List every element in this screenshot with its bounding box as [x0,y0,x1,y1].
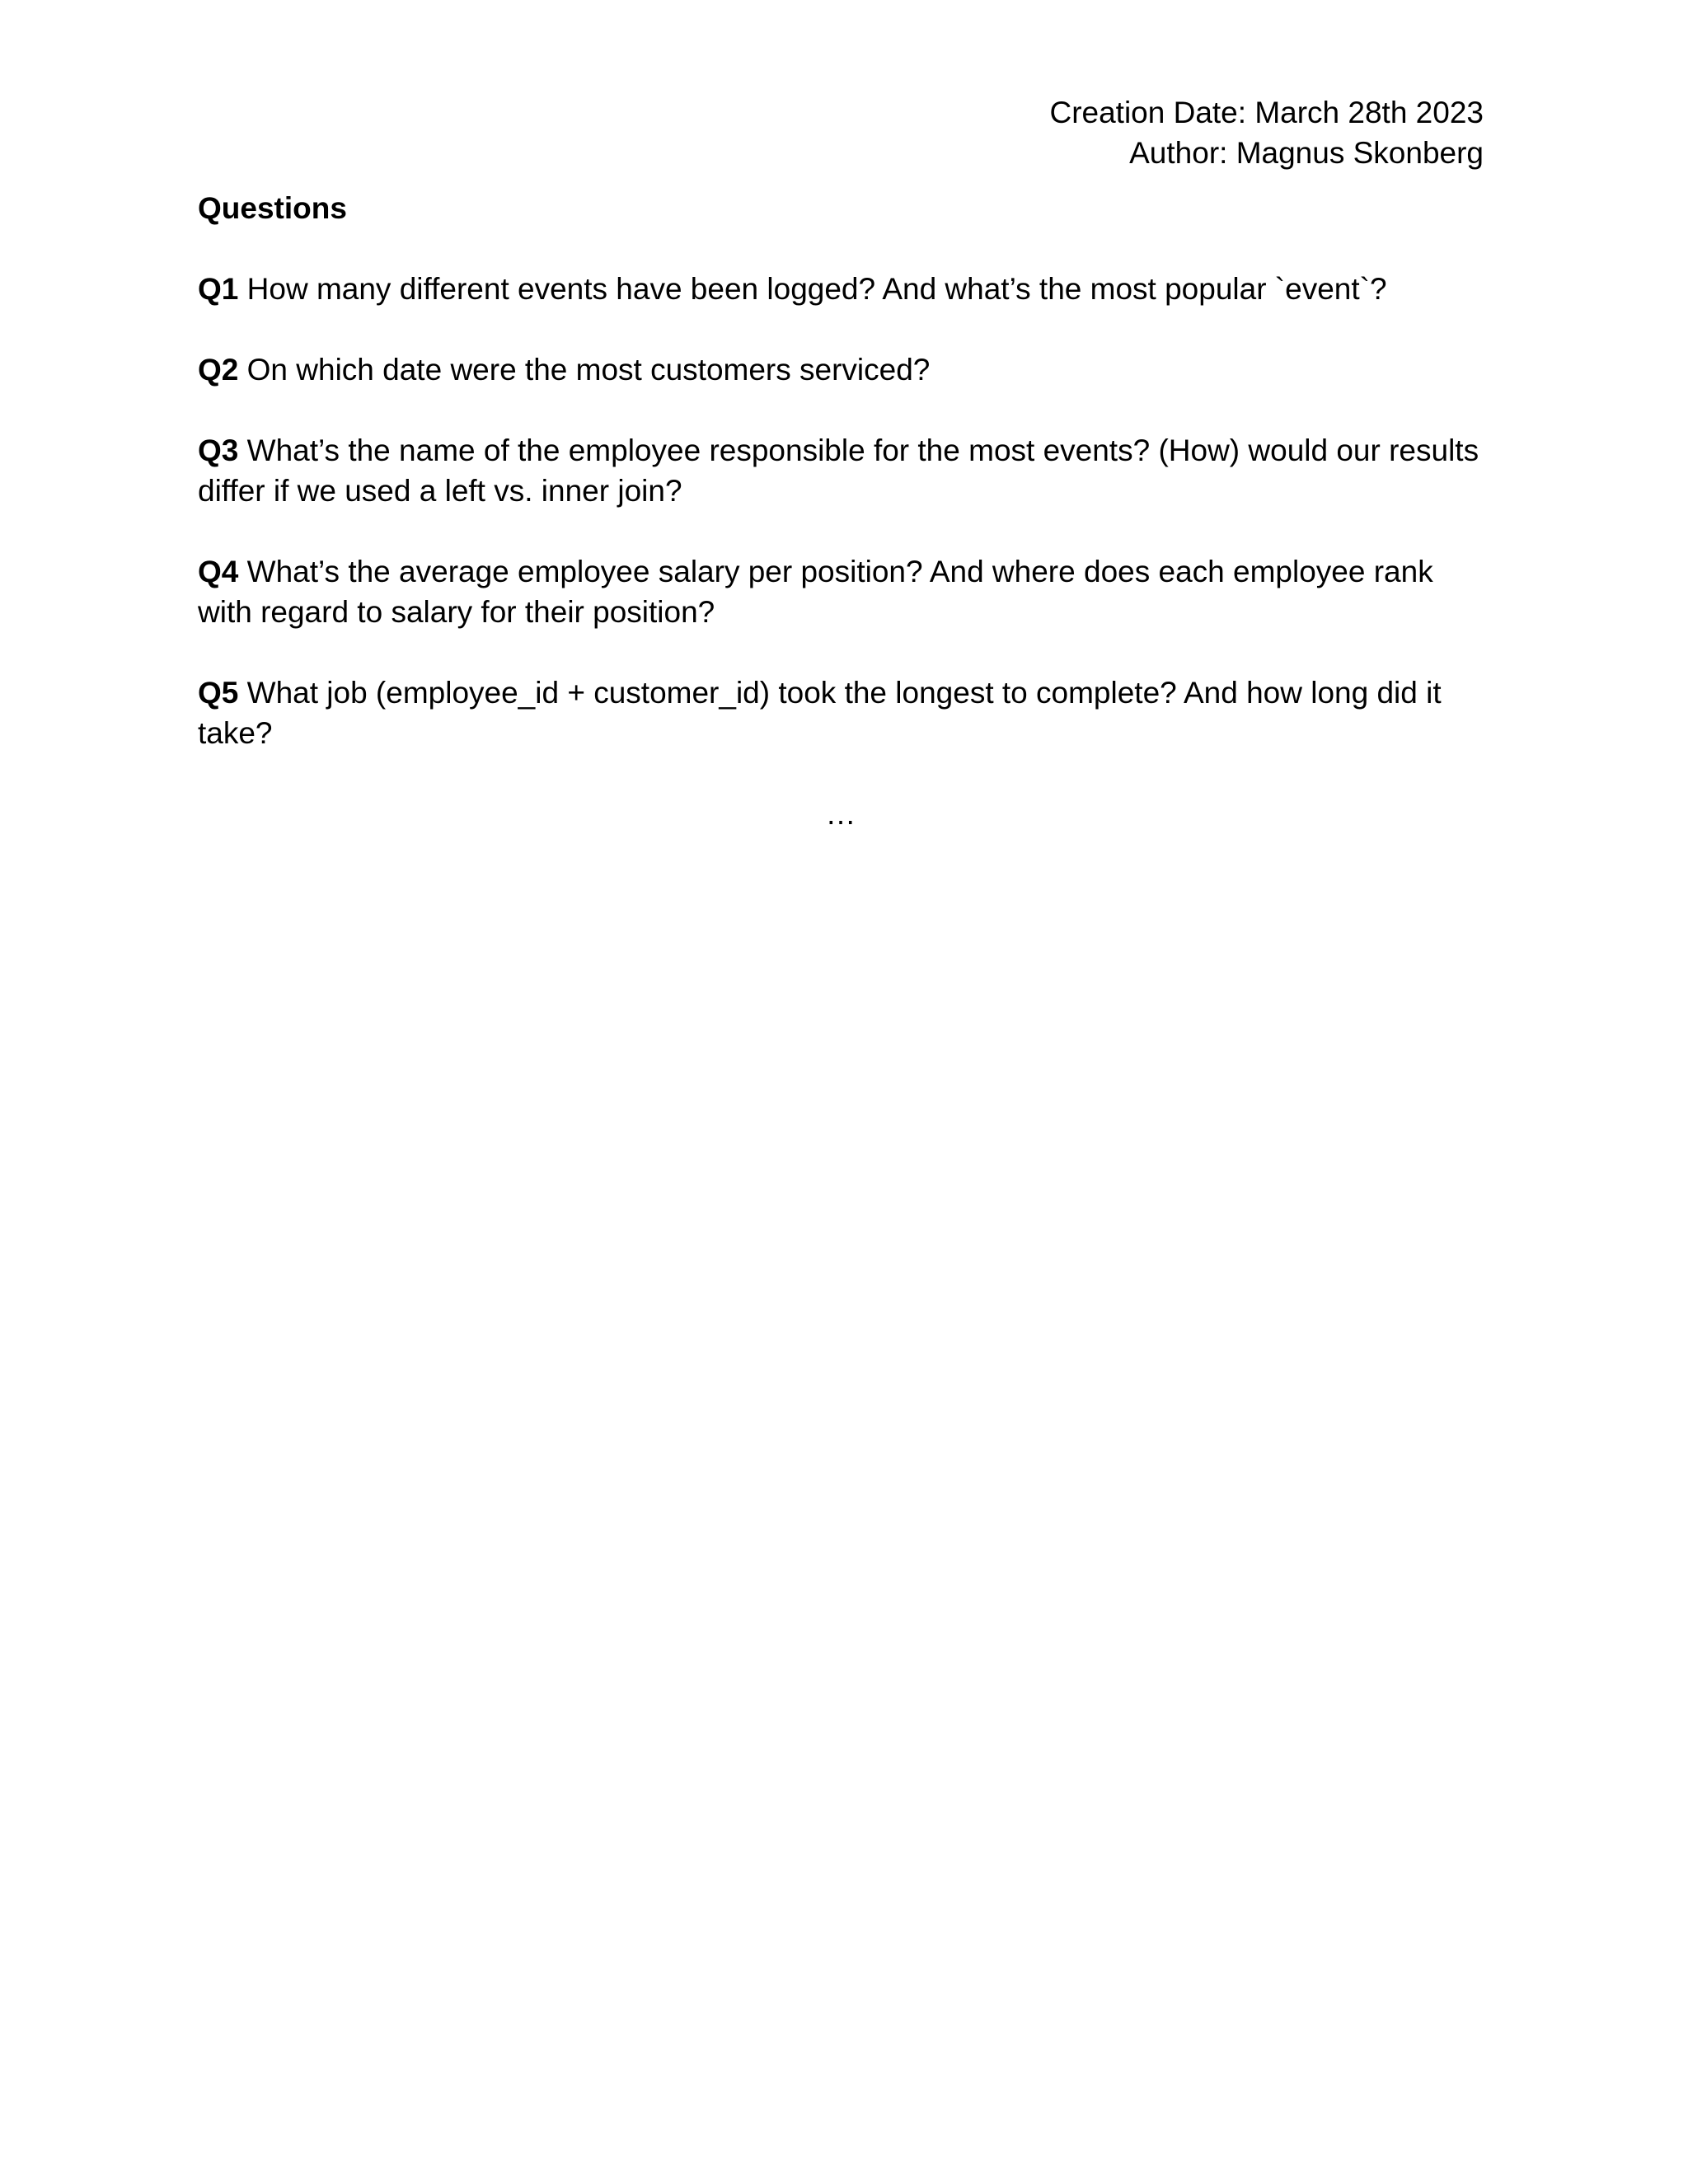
question-text: What job (employee_id + customer_id) took the longest to complete? And how long did it take? [198,676,1442,750]
question-4 [198,551,1484,632]
question-label: Q1 [198,272,239,306]
creation-date: Creation Date: March 28th 2023 [1049,96,1484,129]
question-1 [198,269,1484,309]
question-2 [198,349,1484,390]
document-content [198,92,1484,834]
question-label: Q2 [198,353,239,387]
section-heading: Questions [198,191,347,225]
question-text: How many different events have been logged? And what’s the most popular `event`? [246,272,1387,306]
question-label: Q3 [198,434,239,467]
author: Author: Magnus Skonberg [1129,136,1484,170]
continuation-ellipsis: … [825,797,856,831]
question-label: Q4 [198,555,239,588]
question-text: What’s the name of the employee responsible for the most events? (How) would our results differ if we used a left vs. inner join? [198,434,1479,508]
question-text: On which date were the most customers serviced? [246,353,931,387]
document-meta [198,92,1484,173]
question-label: Q5 [198,676,239,710]
question-text: What’s the average employee salary per position? And where does each employee rank with regard to salary for their position? [198,555,1433,629]
question-3 [198,430,1484,511]
question-5 [198,673,1484,753]
